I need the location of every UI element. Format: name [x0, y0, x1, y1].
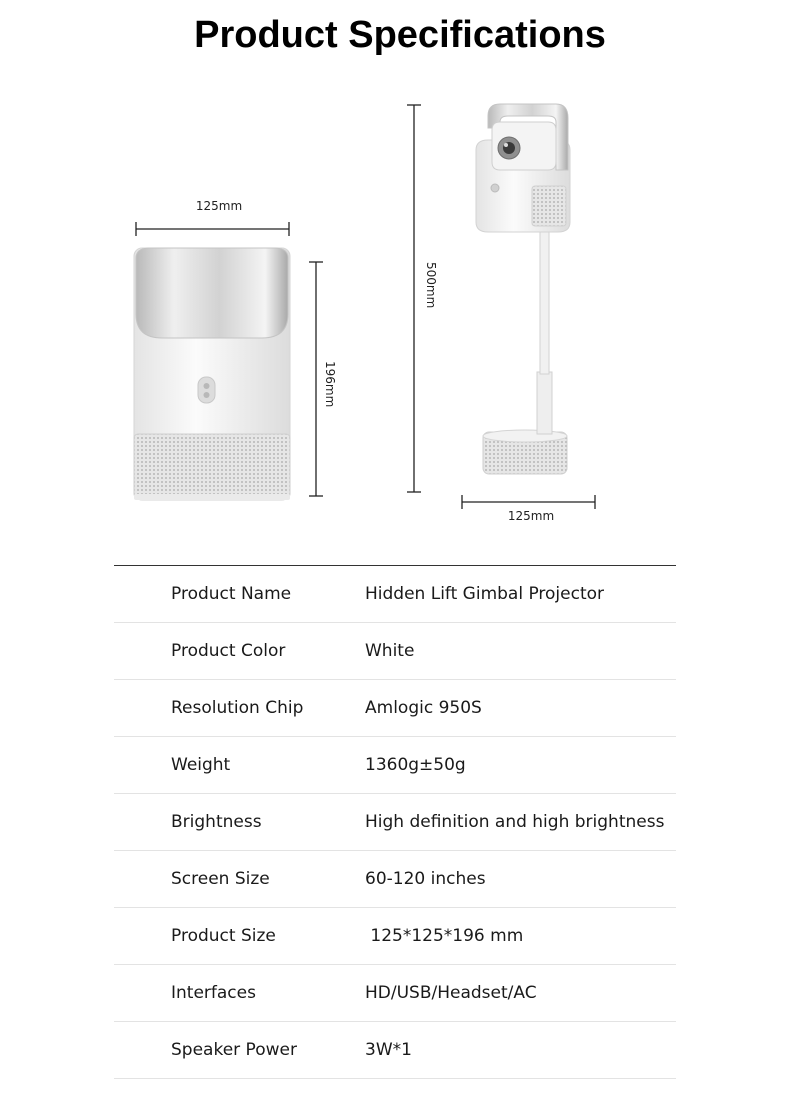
spec-value: 3W*1 [365, 1040, 412, 1060]
spec-label: Interfaces [171, 983, 256, 1003]
spec-row-interfaces [114, 965, 676, 1022]
spec-row-resolution-chip [114, 680, 676, 737]
spec-value: High definition and high brightness [365, 812, 665, 832]
spec-value: White [365, 641, 415, 661]
right-width-label: 125mm [507, 509, 555, 523]
spec-value: 125*125*196 mm [365, 926, 524, 946]
spec-label: Screen Size [171, 869, 270, 889]
spec-label: Product Size [171, 926, 276, 946]
left-height-label: 196mm [323, 361, 337, 408]
spec-value: 60-120 inches [365, 869, 486, 889]
spec-value: Hidden Lift Gimbal Projector [365, 584, 605, 604]
spec-label: Product Color [171, 641, 286, 661]
spec-table [114, 565, 676, 1079]
spec-value: 1360g±50g [365, 755, 466, 775]
spec-label: Speaker Power [171, 1040, 297, 1060]
left-height-dimension [309, 262, 323, 496]
right-height-label: 500mm [424, 262, 438, 309]
right-height-dimension [407, 105, 421, 492]
spec-row-brightness [114, 794, 676, 851]
spec-label: Brightness [171, 812, 262, 832]
left-width-label: 125mm [195, 199, 243, 213]
spec-label: Resolution Chip [171, 698, 304, 718]
projector-lifted-image [476, 104, 570, 474]
spec-label: Weight [171, 755, 231, 775]
right-width-dimension [462, 495, 595, 509]
left-width-dimension [136, 222, 289, 236]
spec-row-product-color [114, 623, 676, 680]
spec-value: Amlogic 950S [365, 698, 482, 718]
spec-row-speaker-power [114, 1022, 676, 1079]
spec-row-screen-size [114, 851, 676, 908]
spec-label: Product Name [171, 584, 292, 604]
page-title: Product Specifications [194, 14, 606, 56]
projector-closed-image [134, 248, 290, 500]
spec-value: HD/USB/Headset/AC [365, 983, 537, 1003]
spec-row-product-size [114, 908, 676, 965]
spec-row-product-name [114, 566, 676, 623]
spec-row-weight [114, 737, 676, 794]
